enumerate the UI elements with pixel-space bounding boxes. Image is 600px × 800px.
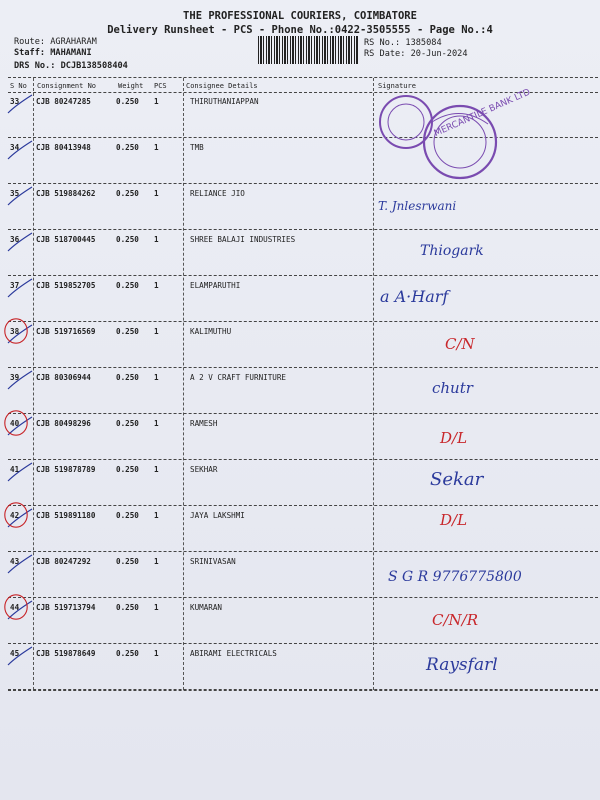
stamp-text: MERCANTILE BANK LTD — [432, 87, 533, 140]
weight-value: 0.250 — [116, 465, 139, 474]
col-signature: Signature — [378, 82, 416, 90]
rs-date-line: RS Date: 20-Jun-2024 — [364, 49, 468, 59]
consignee-name: A 2 V CRAFT FURNITURE — [190, 373, 287, 382]
row-divider — [8, 229, 598, 230]
consignee-name: THIRUTHANIAPPAN — [190, 97, 259, 106]
row-divider — [8, 459, 598, 460]
serial-number: 41 — [10, 465, 20, 474]
handwritten-signature: a A·Harf — [380, 287, 449, 306]
weight-value: 0.250 — [116, 189, 139, 198]
col-consignment: Consignment No — [37, 82, 97, 90]
serial-number: 42 — [10, 511, 20, 520]
red-circle-mark — [2, 409, 30, 437]
handwritten-signature: D/L — [440, 429, 468, 447]
consignment-number: CJB 519878789 — [36, 465, 96, 474]
consignment-number: CJB 519891180 — [36, 511, 96, 520]
drs-line: DRS No.: DCJB138508404 — [14, 61, 128, 71]
red-circle-mark — [2, 593, 30, 621]
handwritten-signature: C/N — [445, 335, 475, 353]
consignment-number: CJB 519716569 — [36, 327, 96, 336]
table-row — [0, 373, 600, 419]
pcs-value: 1 — [154, 235, 159, 244]
row-divider — [8, 321, 598, 322]
pcs-value: 1 — [154, 557, 159, 566]
row-divider — [8, 183, 598, 184]
consignment-number: CJB 519878649 — [36, 649, 96, 658]
row-divider — [8, 551, 598, 552]
consignment-number: CJB 80247285 — [36, 97, 91, 106]
serial-number: 44 — [10, 603, 20, 612]
tick-mark — [6, 183, 34, 211]
serial-number: 45 — [10, 649, 20, 658]
row-divider — [8, 137, 598, 138]
rs-no-value: 1385084 — [405, 38, 442, 48]
serial-number: 36 — [10, 235, 20, 244]
handwritten-signature: S G R 9776775800 — [388, 569, 522, 585]
pcs-value: 1 — [154, 327, 159, 336]
col-sno: S No — [10, 82, 27, 90]
tick-mark — [6, 459, 34, 487]
table-row — [0, 465, 600, 511]
consignee-name: ELAMPARUTHI — [190, 281, 241, 290]
pcs-value: 1 — [154, 511, 159, 520]
weight-value: 0.250 — [116, 603, 139, 612]
tick-mark — [6, 275, 34, 303]
consignee-name: KALIMUTHU — [190, 327, 232, 336]
rs-no-line: RS No.: 1385084 — [364, 38, 442, 48]
col-pcs: PCS — [154, 82, 167, 90]
pcs-value: 1 — [154, 143, 159, 152]
table-row — [0, 143, 600, 189]
table-bottom-rule — [8, 690, 598, 691]
pcs-value: 1 — [154, 281, 159, 290]
consignment-number: CJB 518700445 — [36, 235, 96, 244]
weight-value: 0.250 — [116, 281, 139, 290]
handwritten-signature: chutr — [432, 379, 473, 397]
consignment-number: CJB 519713794 — [36, 603, 96, 612]
table-row — [0, 557, 600, 603]
table-row — [0, 603, 600, 649]
col-consignee: Consignee Details — [186, 82, 258, 90]
row-divider — [8, 413, 598, 414]
table-row — [0, 511, 600, 557]
serial-number: 40 — [10, 419, 20, 428]
col-weight: Weight — [118, 82, 144, 90]
route-line: Route: AGRAHARAM — [14, 37, 97, 47]
drs-value: DCJB138508404 — [60, 61, 128, 71]
consignee-name: SHREE BALAJI INDUSTRIES — [190, 235, 296, 244]
company-title: THE PROFESSIONAL COURIERS, COIMBATORE — [183, 10, 417, 22]
pcs-value: 1 — [154, 465, 159, 474]
pcs-value: 1 — [154, 603, 159, 612]
pcs-value: 1 — [154, 97, 159, 106]
barcode — [258, 36, 358, 64]
table-row — [0, 327, 600, 373]
runsheet-subtitle: Delivery Runsheet - PCS - Phone No.:0422-3505555 - Page No.:4 — [107, 24, 493, 36]
serial-number: 37 — [10, 281, 20, 290]
tick-mark — [6, 367, 34, 395]
handwritten-signature: Thiogark — [420, 243, 484, 259]
serial-number: 35 — [10, 189, 20, 198]
staff-value: MAHAMANI — [50, 48, 92, 58]
weight-value: 0.250 — [116, 511, 139, 520]
consignment-number: CJB 80247292 — [36, 557, 91, 566]
consignee-name: TMB — [190, 143, 204, 152]
weight-value: 0.250 — [116, 143, 139, 152]
handwritten-signature: T. Jnlesrwani — [378, 199, 457, 213]
pcs-value: 1 — [154, 649, 159, 658]
pcs-value: 1 — [154, 419, 159, 428]
consignment-number: CJB 80498296 — [36, 419, 91, 428]
tick-mark — [6, 643, 34, 671]
red-circle-mark — [2, 501, 30, 529]
table-row — [0, 235, 600, 281]
weight-value: 0.250 — [116, 419, 139, 428]
serial-number: 43 — [10, 557, 20, 566]
consignee-name: JAYA LAKSHMI — [190, 511, 245, 520]
table-row — [0, 649, 600, 695]
red-circle-mark — [2, 317, 30, 345]
serial-number: 39 — [10, 373, 20, 382]
row-divider — [8, 643, 598, 644]
rs-date-value: 20-Jun-2024 — [410, 49, 468, 59]
serial-number: 33 — [10, 97, 20, 106]
consignment-number: CJB 80306944 — [36, 373, 91, 382]
consignee-name: RELIANCE JIO — [190, 189, 245, 198]
tick-mark — [6, 91, 34, 119]
route-value: AGRAHARAM — [50, 37, 97, 47]
weight-value: 0.250 — [116, 557, 139, 566]
header-rule — [8, 92, 598, 93]
weight-value: 0.250 — [116, 235, 139, 244]
handwritten-signature: C/N/R — [432, 611, 479, 629]
consignment-number: CJB 80413948 — [36, 143, 91, 152]
tick-mark — [6, 137, 34, 165]
row-divider — [8, 597, 598, 598]
weight-value: 0.250 — [116, 327, 139, 336]
consignee-name: SEKHAR — [190, 465, 218, 474]
staff-line: Staff: MAHAMANI — [14, 48, 92, 58]
row-divider — [8, 505, 598, 506]
consignee-name: KUMARAN — [190, 603, 223, 612]
row-divider — [8, 275, 598, 276]
table-top-rule — [8, 77, 598, 78]
handwritten-signature: Sekar — [430, 469, 484, 490]
handwritten-signature: Raysfarl — [426, 655, 498, 675]
row-divider — [8, 367, 598, 368]
pcs-value: 1 — [154, 189, 159, 198]
consignment-number: CJB 519884262 — [36, 189, 96, 198]
handwritten-signature: D/L — [440, 511, 468, 529]
consignee-name: ABIRAMI ELECTRICALS — [190, 649, 277, 658]
consignment-number: CJB 519852705 — [36, 281, 96, 290]
weight-value: 0.250 — [116, 97, 139, 106]
bank-stamp — [372, 87, 533, 188]
pcs-value: 1 — [154, 373, 159, 382]
table-row — [0, 419, 600, 465]
weight-value: 0.250 — [116, 373, 139, 382]
serial-number: 34 — [10, 143, 20, 152]
weight-value: 0.250 — [116, 649, 139, 658]
consignee-name: SRINIVASAN — [190, 557, 236, 566]
consignee-name: RAMESH — [190, 419, 218, 428]
table-row — [0, 189, 600, 235]
serial-number: 38 — [10, 327, 20, 336]
table-row — [0, 281, 600, 327]
tick-mark — [6, 551, 34, 579]
tick-mark — [6, 229, 34, 257]
